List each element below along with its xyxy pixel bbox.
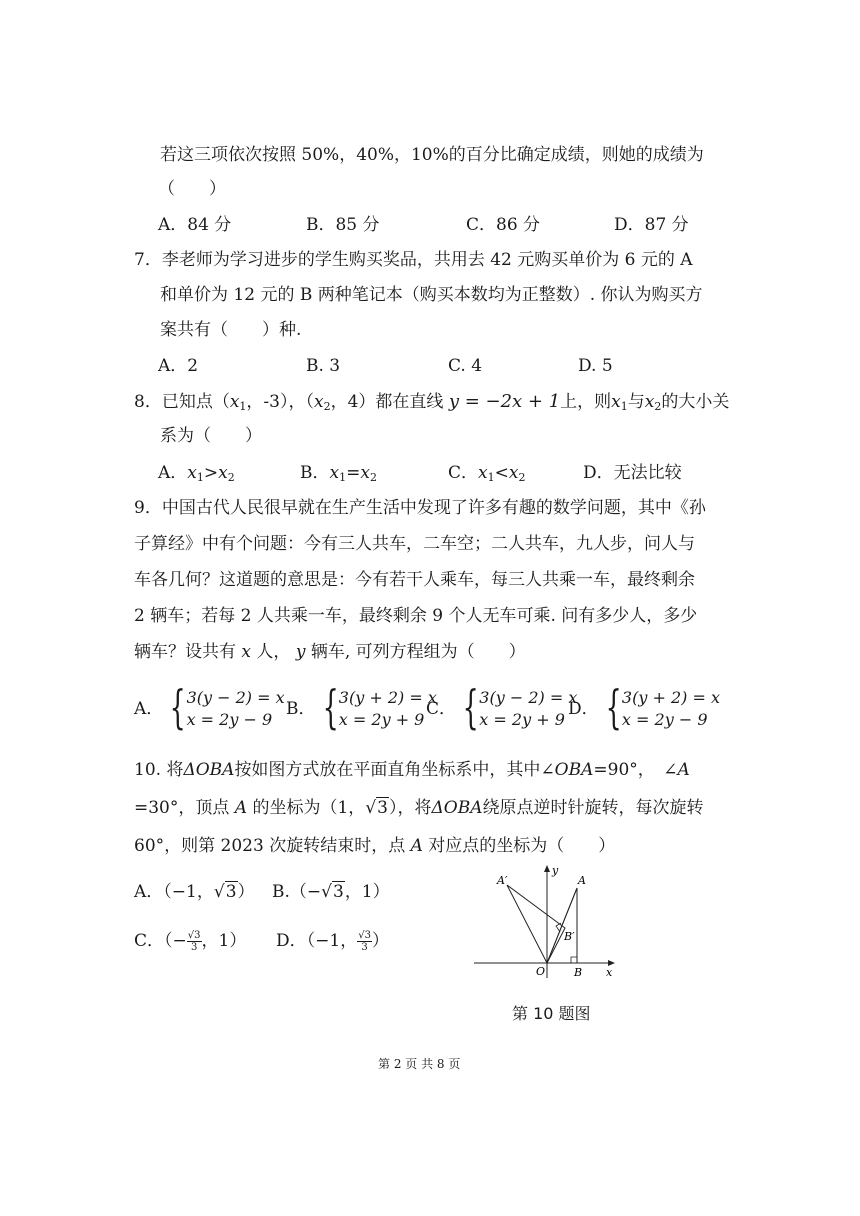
q10-option-d: D．（−1， $\frac{√3}{3}$ ） — [276, 930, 389, 953]
q8-stem-line1: 8．已知点（$x_1$，-3），（$x_2$，4）都在直线 y = −2x + 1上，则$x_1$与$x_2$的大小关 — [134, 391, 730, 413]
label-b: B — [574, 966, 583, 979]
y-axis-arrow — [544, 865, 550, 872]
q8-option-c: C．$x_1<x_2$ — [448, 463, 526, 484]
q6-option-a: A．84 分 — [158, 215, 232, 235]
q7-option-b: B. 3 — [306, 356, 341, 376]
figure-caption: 第 10 题图 — [512, 1004, 591, 1023]
q10-option-a: A．（−1，√3） — [134, 882, 255, 902]
q9-stem-line2: 子算经》中有个问题：今有三人共车，二车空；二人共车，九人步，问人与 — [134, 534, 695, 554]
q8-option-d: D．无法比较 — [583, 463, 682, 483]
q8-option-b: B．$x_1=x_2$ — [300, 463, 377, 484]
q10-figure — [470, 860, 630, 985]
q9-stem-line5: 辆车？设共有 x 人， y 辆车, 可列方程组为（ ） — [134, 642, 526, 662]
triangle-ob-a-prime — [507, 885, 565, 963]
right-angle-b — [571, 957, 577, 963]
q7-stem-line2: 和单价为 12 元的 B 两种笔记本（购买本数均为正整数）. 你认为购买方 — [160, 285, 703, 305]
q9-stem-line1: 9．中国古代人民很早就在生产生活中发现了许多有趣的数学问题，其中《孙 — [134, 498, 706, 518]
q9-stem-line4: 2 辆车；若每 2 人共乘一车，最终剩余 9 个人无车可乘. 问有多少人，多少 — [134, 606, 698, 626]
q7-option-a: A．2 — [158, 356, 199, 376]
q6-answer-paren: （ ） — [158, 179, 226, 199]
segment-o-a — [547, 888, 577, 963]
q9-option-c: C． { 3(y − 2) = x x = 2y + 9 — [426, 680, 578, 734]
q10-option-b: B.（−√3，1） — [272, 882, 390, 902]
q10-stem-line3: 60°，则第 2023 次旋转结束时，点 A 对应点的坐标为（ ） — [134, 836, 616, 856]
label-y: y — [552, 864, 559, 877]
q10-option-c: C．（− $\frac{√3}{3}$ ，1） — [134, 930, 247, 953]
line-equation: y = −2x + 1 — [448, 391, 561, 412]
q10-stem-line1: 10. 将ΔOBA按如图方式放在平面直角坐标系中，其中∠OBA=90°， ∠A — [134, 760, 690, 780]
q8-stem-line2: 系为（ ） — [160, 426, 262, 446]
label-a-prime: A′ — [497, 874, 508, 887]
q7-stem-line1: 7．李老师为学习进步的学生购买奖品，共用去 42 元购买单价为 6 元的 A — [134, 250, 693, 270]
q6-option-b: B．85 分 — [306, 215, 380, 235]
q9-option-b: B． { 3(y + 2) = x x = 2y + 9 — [286, 680, 437, 734]
label-o: O — [536, 965, 546, 978]
label-a: A — [578, 874, 586, 887]
q10-stem-line2: =30°，顶点 A 的坐标为（1，√3），将ΔOBA绕原点逆时针旋转，每次旋转 — [134, 798, 704, 818]
q7-stem-line3: 案共有（ ）种. — [160, 320, 302, 340]
q7-option-d: D. 5 — [578, 356, 613, 376]
q6-stem: 若这三项依次按照 50%，40%，10%的百分比确定成绩，则她的成绩为 — [160, 145, 704, 165]
q8-option-a: A．$x_1>x_2$ — [158, 463, 235, 484]
q9-stem-line3: 车各几何？这道题的意思是：今有若干人乘车，每三人共乘一车，最终剩余 — [134, 570, 695, 590]
label-b-prime: B′ — [564, 930, 575, 943]
page-footer: 第 2 页 共 8 页 — [378, 1057, 461, 1071]
q6-option-d: D．87 分 — [614, 215, 689, 235]
label-x: x — [606, 966, 613, 979]
q7-option-c: C. 4 — [448, 356, 483, 376]
q9-option-d: D． { 3(y + 2) = x x = 2y − 9 — [568, 680, 720, 734]
q6-option-c: C．86 分 — [466, 215, 541, 235]
q9-option-a: A． { 3(y − 2) = x x = 2y − 9 — [134, 680, 285, 734]
